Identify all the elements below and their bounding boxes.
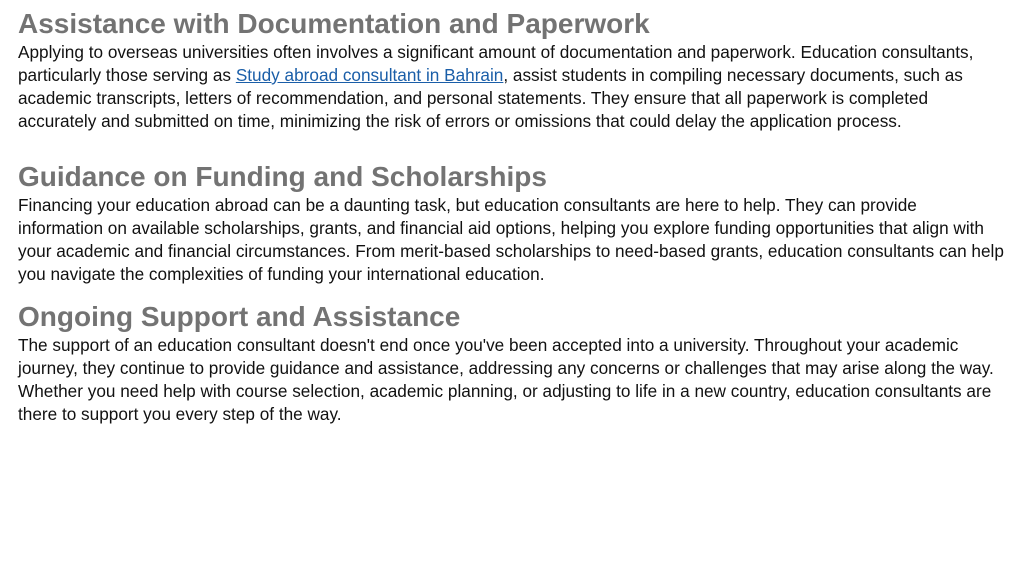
section-heading: Guidance on Funding and Scholarships bbox=[18, 161, 547, 192]
section-heading: Assistance with Documentation and Paperwork bbox=[18, 8, 650, 39]
study-abroad-consultant-link[interactable]: Study abroad consultant in Bahrain bbox=[235, 65, 504, 85]
paragraph-text: Applying to overseas universities often involves a significant amount of documentation and paperwork. Education consultants, particularly those serving as bbox=[18, 42, 974, 85]
section-documentation-paperwork bbox=[18, 7, 1006, 133]
section-paragraph: The support of an education consultant doesn't end once you've been accepted into a university. Throughout your academic journey, they continue to provide guidance and assistance, addressing any concerns or challenges that may arise along the way. Whether you need help with course selection, academic planning, or adjusting to life in a new country, education consultants are there to support you every step of the way. bbox=[18, 335, 994, 424]
paragraph-text: , assist students in compiling necessary documents, such as academic transcripts, letters of recommendation, and personal statements. They ensure that all paperwork is completed accurately and submitted on time, minimizing the risk of errors or omissions that could delay the application process. bbox=[18, 65, 963, 131]
section-ongoing-support bbox=[18, 300, 1006, 426]
section-heading: Ongoing Support and Assistance bbox=[18, 301, 461, 332]
section-paragraph bbox=[18, 41, 1006, 133]
section-funding-scholarships bbox=[18, 160, 1006, 286]
section-paragraph: Financing your education abroad can be a daunting task, but education consultants are here to help. They can provide information on available scholarships, grants, and financial aid options, helping you explore funding opportunities that align with your academic and financial circumstances. From merit-based scholarships to need-based grants, education consultants can help you navigate the complexities of funding your international education. bbox=[18, 195, 1004, 284]
